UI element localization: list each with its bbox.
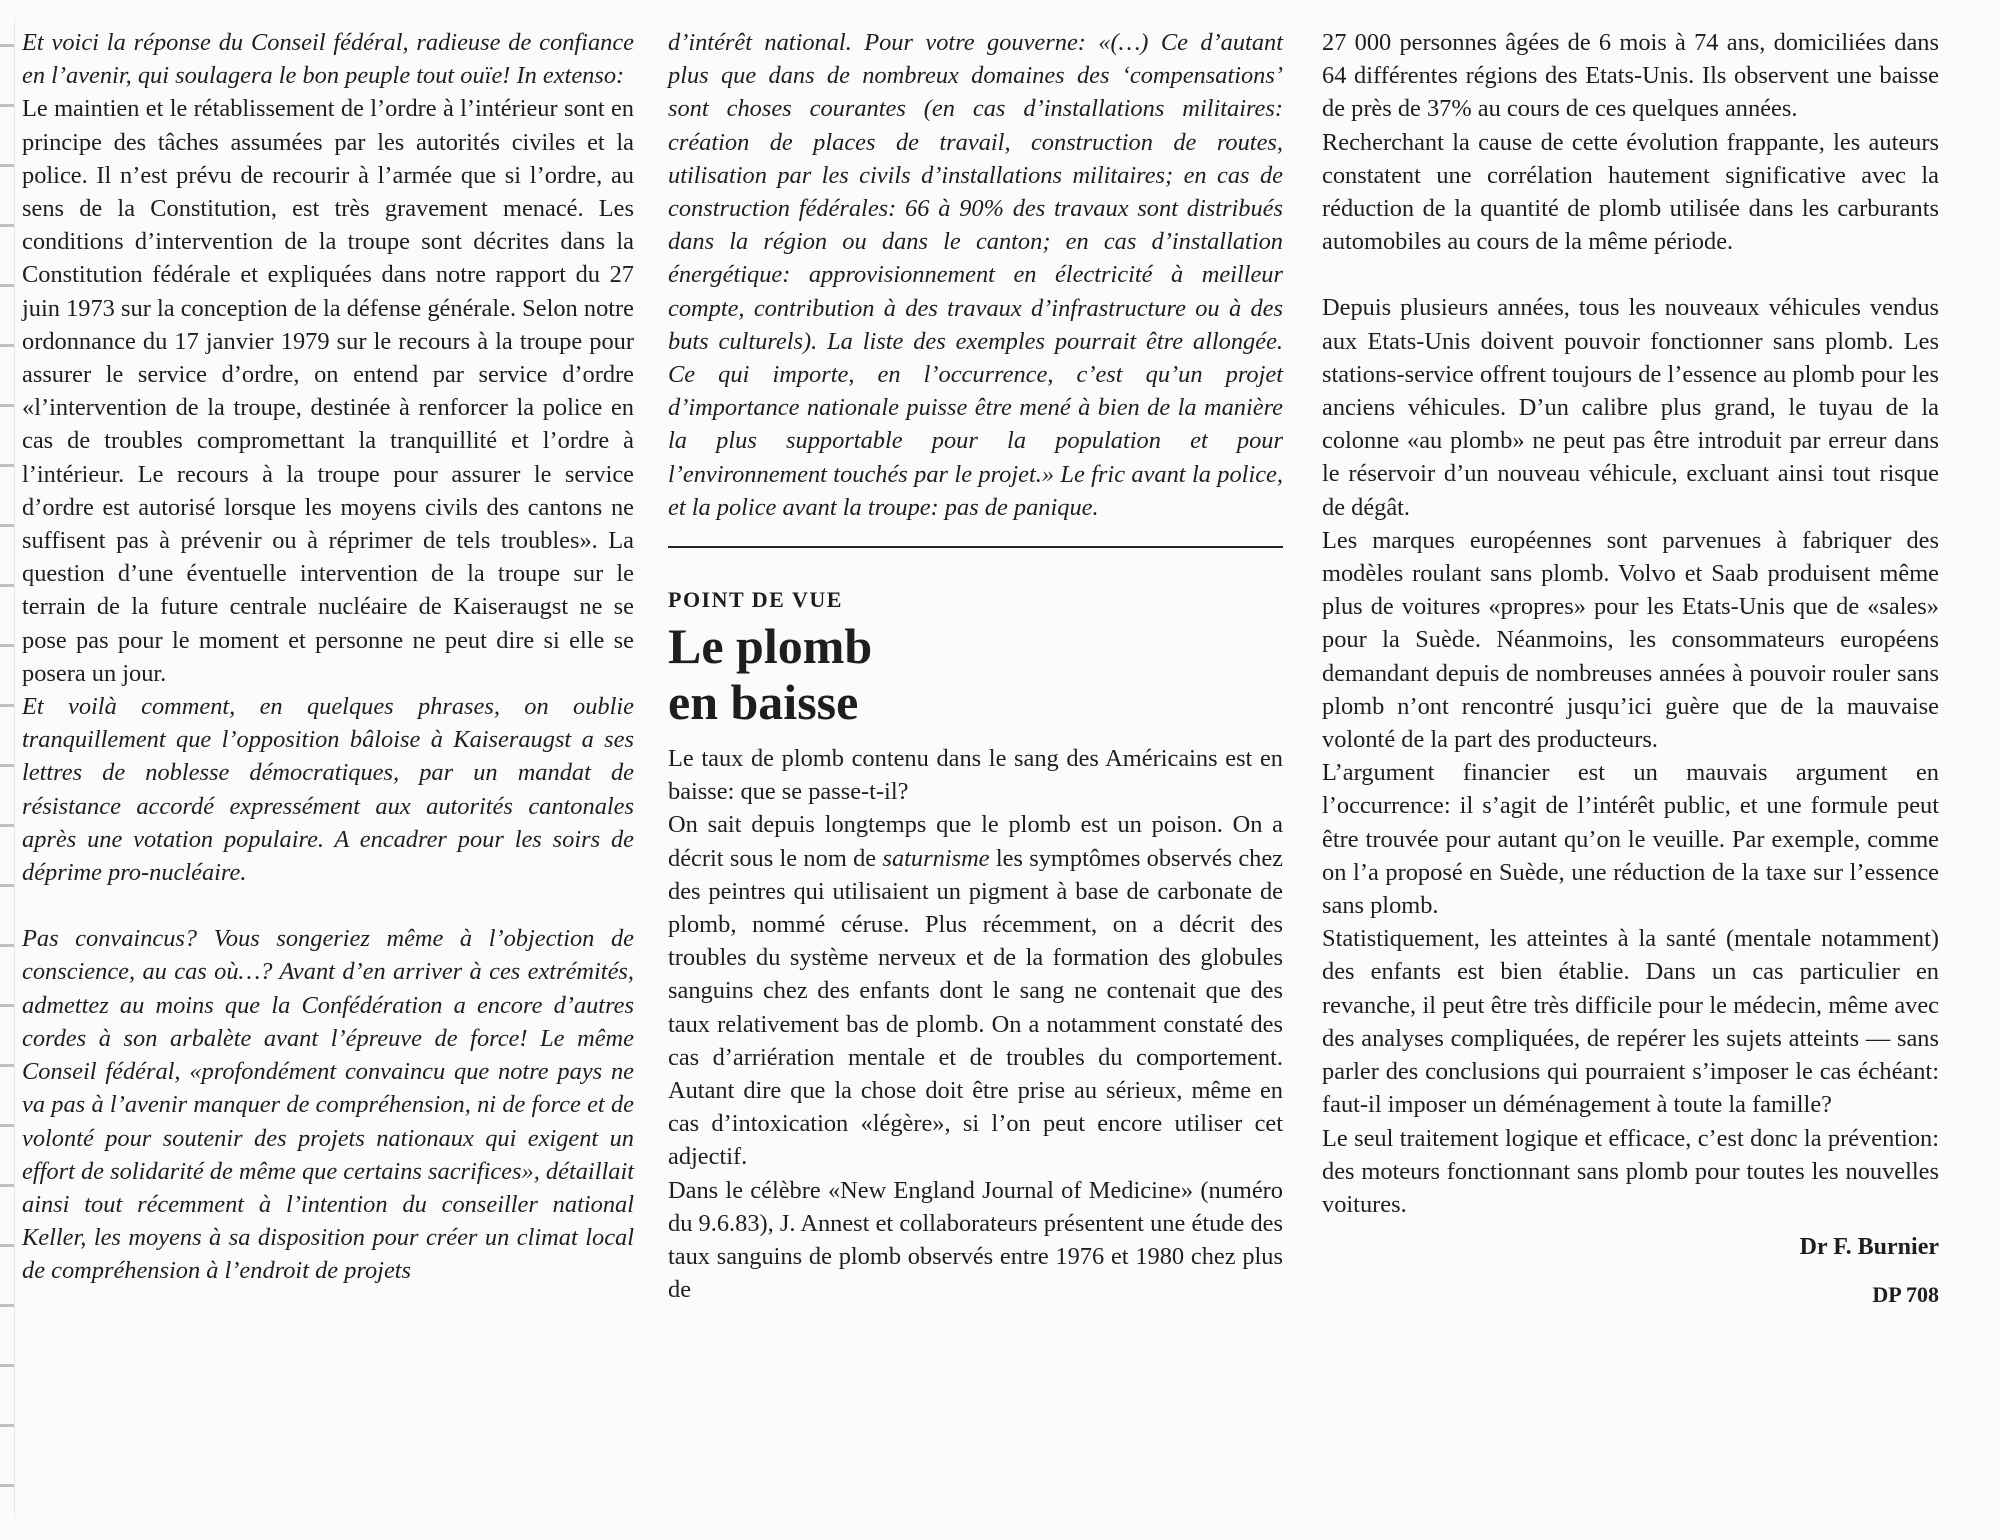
column-3 xyxy=(1322,26,1939,1312)
headline-line-1: Le plomb xyxy=(668,618,873,675)
article-kicker: POINT DE VUE xyxy=(668,587,843,613)
para-text-before: On sait depuis longtemps que le plomb est un poison. On a décrit sous le nom de xyxy=(668,811,1283,872)
page-reference: DP 708 xyxy=(1872,1282,1939,1308)
column-2 xyxy=(668,26,1283,1307)
article-para-study-results: 27 000 personnes âgées de 6 mois à 74 ans, domiciliées dans 64 différentes régions des Etats-Unis. Ils observent une baisse de près de 37% au cours de ces quelques années. xyxy=(1322,29,1939,123)
paragraph-gap xyxy=(22,889,634,922)
paragraph-gap xyxy=(1322,258,1939,291)
article-para-statistics: Statistiquement, les atteintes à la santé (mentale notamment) des enfants est bien établie. Dans un cas particulier en revanche, il peut être très difficile pour le médecin, même avec des analyses compliquées, de repérer les sujets atteints — sans parler des conclusions qui pourraient s’imposer le cas échéant: faut-il imposer un déménagement à toute la famille? xyxy=(1322,925,1939,1119)
article-para-correlation: Recherchant la cause de cette évolution frappante, les auteurs constatent une corrélation hautement significative avec la réduction de la quantité de plomb utilisée dans les carburants automobiles au cours de la même période. xyxy=(1322,128,1939,256)
article-para-nejm: Dans le célèbre «New England Journal of Medicine» (numéro du 9.6.83), J. Annest et collaborateurs présentent une étude des taux sanguins de plomb observés entre 1976 et 1980 chez plus de xyxy=(668,1176,1283,1304)
para-text-after: les symptômes observés chez des peintres qui utilisaient un pigment à base de carbonate de plomb, nommé céruse. Plus récemment, on a décrit des troubles du système nerveux et de la formation des globules sanguins chez des enfants dont le sang ne contenait que des taux relativement bas de plomb. On a notamment constaté des cas d’arriération mentale et de troubles du comportement. Autant dire que la chose doit être prise au sérieux, même en cas d’intoxication «légère», si l’on peut encore utiliser cet adjectif. xyxy=(668,844,1283,1171)
col1-commentary-italic: Et voilà comment, en quelques phrases, on oublie tranquillement que l’opposition bâloise à Kaiseraugst a ses lettres de noblesse démocratiques, par un mandat de résistance accordé expressément aux autorités cantonales après une votation populaire. A encadrer pour les soirs de déprime pro-nucléaire. xyxy=(22,693,634,887)
author-signature: Dr F. Burnier xyxy=(1799,1234,1939,1261)
article-para-saturnisme xyxy=(668,808,1283,1173)
article-lede: Le taux de plomb contenu dans le sang des Américains est en baisse: que se passe-t-il? xyxy=(668,745,1283,806)
article-para-financial-argument: L’argument financier est un mauvais argument en l’occurrence: il s’agit de l’intérêt public, et une formule peut être trouvée pour autant qu’on le veuille. Par exemple, comme on l’a proposé en Suède, une réduction de la taxe sur l’essence sans plomb. xyxy=(1322,759,1939,920)
article-para-prevention: Le seul traitement logique et efficace, c’est donc la prévention: des moteurs fonctionnant sans plomb pour toutes les nouvelles voitures. xyxy=(1322,1124,1939,1218)
article-para-us-vehicles: Depuis plusieurs années, tous les nouveaux véhicules vendus aux Etats-Unis doivent pouvoir fonctionner sans plomb. Les stations-service offrent toujours de l’essence au plomb pour les anciens véhicules. D’un calibre plus grand, le tuyau de la colonne «au plomb» ne peut pas être introduit par erreur dans le réservoir d’un nouveau véhicule, excluant ainsi tout risque de dégât. xyxy=(1322,294,1939,521)
col2-quote-continued-italic: d’intérêt national. Pour votre gouverne: «(…) Ce d’autant plus que dans de nombreux domaines des ‘compensations’ sont choses courantes (en cas d’installations militaires: création de places de travail, construction de routes, utilisation par les civils d’installations militaires; en cas de construction fédérales: 66 à 90% des travaux sont distribués dans la région ou dans le canton; en cas d’installation énergétique: approvisionnement en électricité à meilleur compte, contribution à des travaux d’infrastructure ou à des buts culturels). La liste des exemples pourrait être allongée. Ce qui importe, en l’occurrence, c’est qu’un projet d’importance nationale puisse être mené à bien de la manière la plus supportable pour la population et pour l’environnement touchés par le projet.» Le fric avant la police, et la police avant la troupe: pas de panique. xyxy=(668,29,1283,521)
article-headline xyxy=(668,618,1283,730)
col1-closing-italic: Pas convaincus? Vous songeriez même à l’objection de conscience, au cas où…? Avant d’en arriver à ces extrémités, admettez au moins que la Confédération a encore d’autres cordes à son arbalète avant l’épreuve de force! Le même Conseil fédéral, «profondément convaincu que notre pays ne va pas à l’avenir manquer de compréhension, ni de force et de volonté pour soutenir des projets nationaux qui exigent un effort de solidarité de même que certains sacrifices», détaillait ainsi tout récemment à l’intention du conseiller national Keller, les moyens à sa disposition pour créer un climat local de compréhension à l’endroit de projets xyxy=(22,925,634,1285)
left-margin-scan-marks xyxy=(0,18,15,1518)
col1-federal-council-quote: Le maintien et le rétablissement de l’ordre à l’intérieur sont en principe des tâches assumées par les autorités civiles et la police. Il n’est prévu de recourir à l’armée que si l’ordre, au sens de la Constitution, est très gravement menacé. Les conditions d’intervention de la troupe sont décrites dans la Constitution fédérale et expliquées dans notre rapport du 27 juin 1973 sur la conception de la défense générale. Selon notre ordonnance du 17 janvier 1979 sur le recours à la troupe pour assurer le service d’ordre, on entend par service d’ordre «l’intervention de la troupe, destinée à renforcer la police en cas de troubles compromettant la tranquillité et l’ordre à l’intérieur. Le recours à la troupe pour assurer le service d’ordre est autorisé lorsque les moyens civils des cantons ne suffisent pas à prévenir ou à réprimer de tels troubles». La question d’une éventuelle intervention de la troupe sur le terrain de la future centrale nucléaire de Kaiseraugst ne se pose pas pour le moment et personne ne peut dire si elle se posera un jour. xyxy=(22,95,634,687)
article-para-european-brands: Les marques européennes sont parvenues à fabriquer des modèles roulant sans plomb. Volvo et Saab produisent même plus de voitures «propres» pour les Etats-Unis que de «sales» pour la Suède. Néanmoins, les consommateurs européens demandant depuis de nombreuses années à pouvoir rouler sans plomb n’ont rencontré jusqu’ici guère que de la mauvaise volonté de la part des producteurs. xyxy=(1322,526,1939,754)
term-saturnisme: saturnisme xyxy=(882,844,990,872)
headline-line-2: en baisse xyxy=(668,674,859,731)
col1-intro-italic: Et voici la réponse du Conseil fédéral, radieuse de confiance en l’avenir, qui soulagera le bon peuple tout ouïe! In extenso: xyxy=(22,29,634,90)
column-1 xyxy=(22,26,634,1288)
section-divider xyxy=(668,546,1283,548)
